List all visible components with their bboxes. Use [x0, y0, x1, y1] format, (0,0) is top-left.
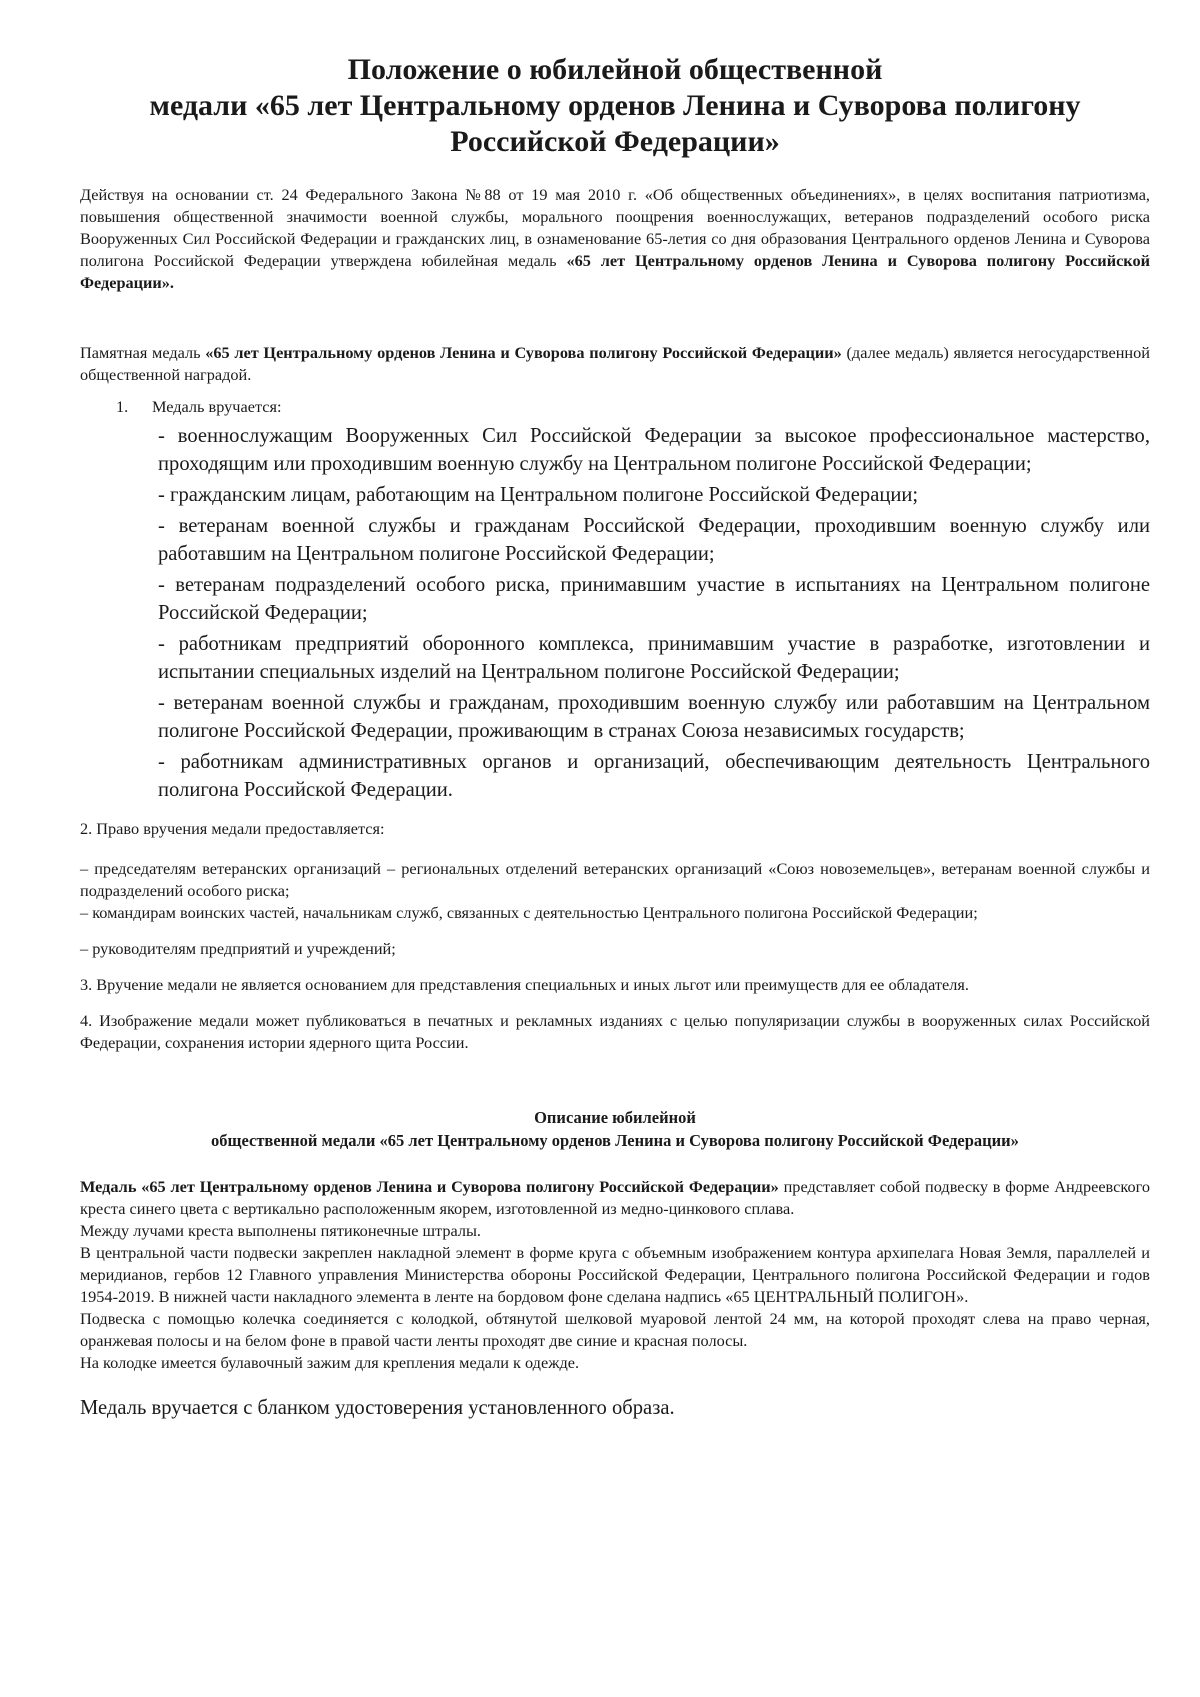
intro-text: Действуя на основании ст. 24 Федерального Закона №88 от 19 мая 2010 г. «Об общественных объединениях», в целях воспитания патриотизма, повышения общественной значимости военной службы, морального поощрения военнослужащих, ветеранов подразделений особого риска Вооруженных Сил Российской Федерации и гражданских лиц, в ознаменование 65-летия со дня образования Центрального орденов Ленина и Суворова полигона Российской Федерации утверждена юбилейная медаль — [80, 185, 1150, 270]
section-1-number: 1. — [116, 397, 129, 416]
page-title — [80, 52, 1150, 160]
description-p1-rest: представляет собой подвеску в форме Андреевского креста синего цвета с вертикально расположенным якорем, изготовленной из медно-цинкового сплава. — [80, 1177, 1151, 1218]
title-line-1: Положение о юбилейной общественной — [347, 53, 883, 86]
description-paragraph-5: На колодке имеется булавочный зажим для крепления медали к одежде. — [80, 1353, 580, 1372]
description-paragraph-2: Между лучами креста выполнены пятиконечные штралы. — [80, 1221, 481, 1240]
list-item: - ветеранам военной службы и гражданам, проходившим военную службу или работавшим на Центральном полигоне Российской Федерации, проживающим в странах Союза независимых государств; — [158, 692, 1150, 742]
section-1-heading — [80, 396, 1150, 418]
section-3-paragraph: 3. Вручение медали не является основанием для представления специальных и иных льгот или преимуществ для ее обладателя. — [80, 975, 969, 994]
list-item: - военнослужащим Вооруженных Сил Российской Федерации за высокое профессиональное мастерство, проходящим или проходившим военную службу на Центральном полигоне Российской Федерации; — [158, 425, 1150, 475]
description-title-line-2: общественной медали «65 лет Центральному орденов Ленина и Суворова полигону Российской Федерации» — [211, 1131, 1019, 1150]
memorial-suffix: (далее медаль) является негосударственной общественной наградой. — [80, 343, 1150, 384]
memorial-paragraph — [80, 342, 1150, 386]
list-item: - гражданским лицам, работающим на Центральном полигоне Российской Федерации; — [158, 484, 919, 506]
description-body — [80, 1176, 1150, 1374]
section-2-heading: 2. Право вручения медали предоставляется: — [80, 819, 385, 838]
title-line-3: Российской Федерации» — [450, 125, 780, 158]
description-title-line-1: Описание юбилейной — [534, 1108, 696, 1127]
description-paragraph-1 — [80, 1176, 1150, 1220]
title-line-2: медали «65 лет Центральному орденов Ленина и Суворова полигону — [149, 89, 1081, 122]
memorial-bold: «65 лет Центральному орденов Ленина и Суворова полигону Российской Федерации» — [205, 343, 842, 362]
description-paragraph-4: Подвеска с помощью колечка соединяется с колодкой, обтянутой шелковой муаровой лентой 24 мм, на которой проходят слева на право черная, оранжевая полосы и на белом фоне в правой части ленты проходят две синие и красная полосы. — [80, 1309, 1150, 1350]
intro-paragraph — [80, 184, 1150, 294]
list-item: - ветеранам военной службы и гражданам Российской Федерации, проходившим военную службу или работавшим на Центральном полигоне Российской Федерации; — [158, 515, 1150, 565]
list-item: - работникам предприятий оборонного комплекса, принимавшим участие в разработке, изготовлении и испытании специальных изделий на Центральном полигоне Российской Федерации; — [158, 633, 1150, 683]
section-4-paragraph: 4. Изображение медали может публиковаться в печатных и рекламных изданиях с целью популяризации службы в вооруженных силах Российской Федерации, сохранения истории ядерного щита России. — [80, 1011, 1150, 1052]
section-1-list — [80, 422, 1150, 804]
description-paragraph-3: В центральной части подвески закреплен накладной элемент в форме круга с объемным изображением контура архипелага Новая Земля, параллелей и меридианов, гербов 12 Главного управления Министерства обороны Российской Федерации, Центрального полигона Российской Федерации и годов 1954-2019. В нижней части накладного элемента в ленте на бордовом фоне сделана надпись «65 ЦЕНТРАЛЬНЫЙ ПОЛИГОН». — [80, 1243, 1150, 1306]
list-item: - ветеранам подразделений особого риска, принимавшим участие в испытаниях на Центральном полигоне Российской Федерации; — [158, 574, 1150, 624]
section-2-item: – командирам воинских частей, начальникам служб, связанных с деятельностью Центрального полигона Российской Федерации; — [80, 903, 978, 922]
description-p1-bold: Медаль «65 лет Центральному орденов Ленина и Суворова полигону Российской Федерации» — [80, 1177, 779, 1196]
intro-bold: «65 лет Центральному орденов Ленина и Суворова полигону Российской Федерации». — [80, 251, 1150, 292]
memorial-prefix: Памятная медаль — [80, 343, 206, 362]
section-2-item: – руководителям предприятий и учреждений; — [80, 939, 396, 958]
section-1-heading-text: Медаль вручается: — [152, 397, 282, 416]
final-note: Медаль вручается с бланком удостоверения установленного образа. — [80, 1397, 675, 1419]
description-title — [80, 1106, 1150, 1152]
document-page — [80, 52, 1150, 1422]
section-2-item: – председателям ветеранских организаций – региональных отделений ветеранских организаций «Союз новоземельцев», ветеранам военной службы и подразделений особого риска; — [80, 859, 1150, 900]
list-item: - работникам административных органов и организаций, обеспечивающим деятельность Центрального полигона Российской Федерации. — [158, 751, 1150, 801]
